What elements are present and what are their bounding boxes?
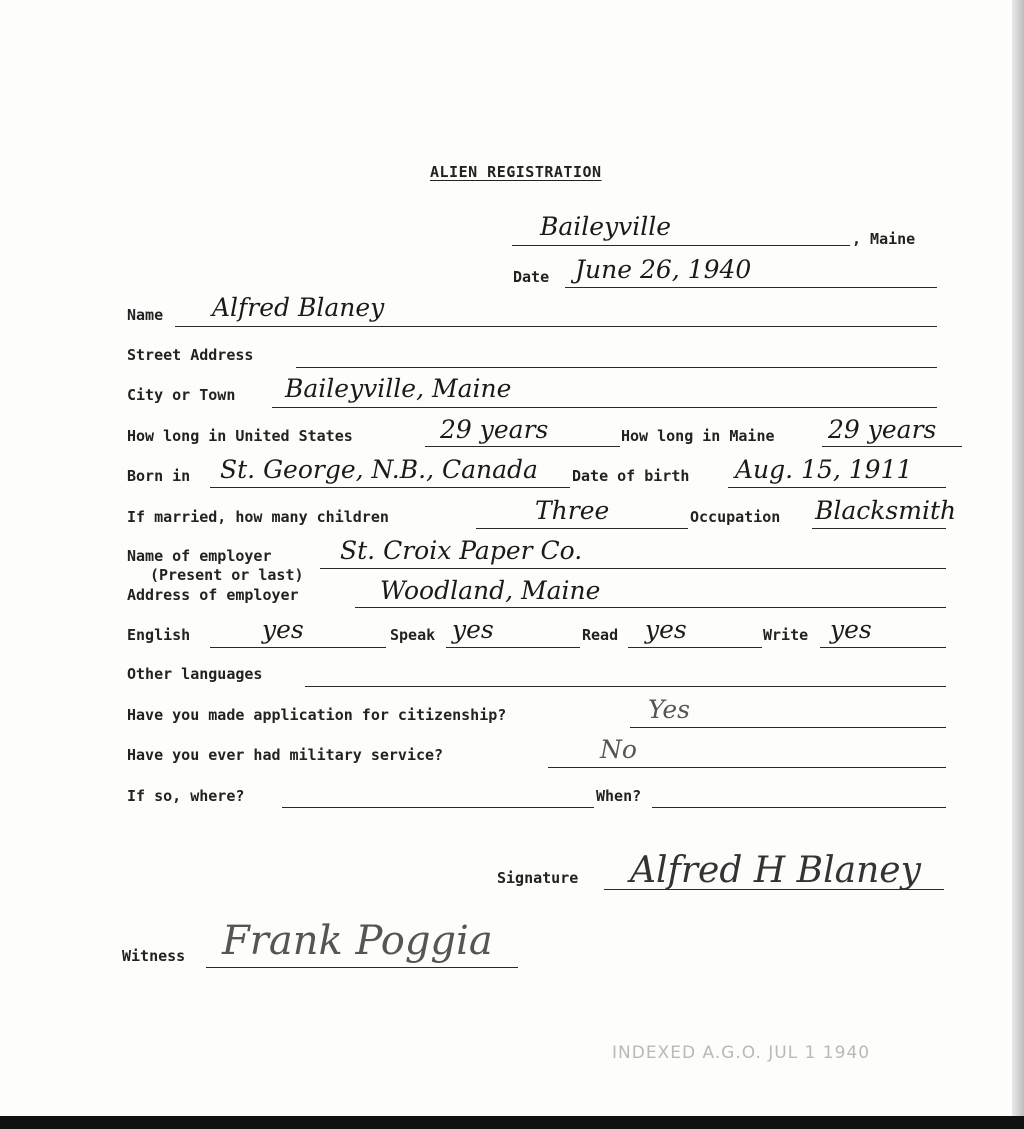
dob-label: Date of birth	[572, 467, 690, 485]
employer-address-label: Address of employer	[127, 586, 299, 604]
town-value: Baileyville	[540, 212, 672, 241]
how-long-maine-label: How long in Maine	[621, 427, 775, 445]
witness-value: Frank Poggia	[222, 918, 493, 964]
write-line	[820, 647, 946, 648]
read-line	[628, 647, 762, 648]
born-value: St. George, N.B., Canada	[220, 455, 538, 484]
city-value: Baileyville, Maine	[285, 374, 512, 403]
occupation-label: Occupation	[690, 508, 781, 526]
english-value: yes	[262, 615, 304, 644]
english-line	[210, 647, 386, 648]
how-long-us-line	[425, 446, 620, 447]
where-label: If so, where?	[127, 787, 245, 805]
dob-line	[728, 487, 946, 488]
citizenship-label: Have you made application for citizenship?	[127, 706, 507, 724]
dob-value: Aug. 15, 1911	[735, 455, 913, 484]
when-label: When?	[596, 787, 642, 805]
military-value: No	[600, 735, 637, 764]
street-label: Street Address	[127, 346, 254, 364]
town-line	[512, 245, 850, 246]
speak-label: Speak	[390, 626, 436, 644]
how-long-us-label: How long in United States	[127, 427, 353, 445]
military-label: Have you ever had military service?	[127, 746, 444, 764]
scan-edge	[1012, 0, 1024, 1129]
city-line	[272, 407, 937, 408]
employer-value: St. Croix Paper Co.	[340, 536, 583, 565]
how-long-us-value: 29 years	[440, 415, 549, 444]
date-value: June 26, 1940	[575, 255, 752, 284]
city-label: City or Town	[127, 386, 236, 404]
other-languages-label: Other languages	[127, 665, 263, 683]
name-value: Alfred Blaney	[212, 293, 385, 322]
street-line	[296, 367, 937, 368]
born-line	[210, 487, 570, 488]
how-long-maine-value: 29 years	[828, 415, 937, 444]
write-value: yes	[830, 615, 872, 644]
signature-value: Alfred H Blaney	[630, 850, 921, 891]
form-title: ALIEN REGISTRATION	[430, 163, 602, 181]
occupation-line	[812, 528, 946, 529]
employer-address-value: Woodland, Maine	[380, 576, 601, 605]
speak-line	[446, 647, 580, 648]
citizenship-line	[630, 727, 946, 728]
witness-line	[206, 967, 518, 968]
date-label: Date	[513, 268, 550, 286]
employer-address-line	[355, 607, 946, 608]
read-value: yes	[645, 615, 687, 644]
other-languages-line	[305, 686, 946, 687]
name-line	[175, 326, 937, 327]
witness-label: Witness	[122, 947, 186, 965]
where-line	[282, 807, 594, 808]
name-label: Name	[127, 306, 164, 324]
how-long-maine-line	[822, 446, 962, 447]
children-line	[476, 528, 688, 529]
citizenship-value: Yes	[648, 695, 690, 724]
date-line	[565, 287, 937, 288]
indexed-stamp: INDEXED A.G.O. JUL 1 1940	[612, 1043, 871, 1063]
signature-label: Signature	[497, 869, 579, 887]
employer-label: Name of employer	[127, 547, 272, 565]
children-value: Three	[535, 496, 610, 525]
employer-sub-label: (Present or last)	[150, 566, 304, 584]
when-line	[652, 807, 946, 808]
occupation-value: Blacksmith	[815, 496, 957, 525]
english-label: English	[127, 626, 191, 644]
children-label: If married, how many children	[127, 508, 389, 526]
military-line	[548, 767, 946, 768]
read-label: Read	[582, 626, 619, 644]
state-label: , Maine	[852, 230, 916, 248]
speak-value: yes	[452, 615, 494, 644]
employer-line	[320, 568, 946, 569]
born-label: Born in	[127, 467, 191, 485]
write-label: Write	[763, 626, 809, 644]
scan-border	[0, 1116, 1024, 1129]
